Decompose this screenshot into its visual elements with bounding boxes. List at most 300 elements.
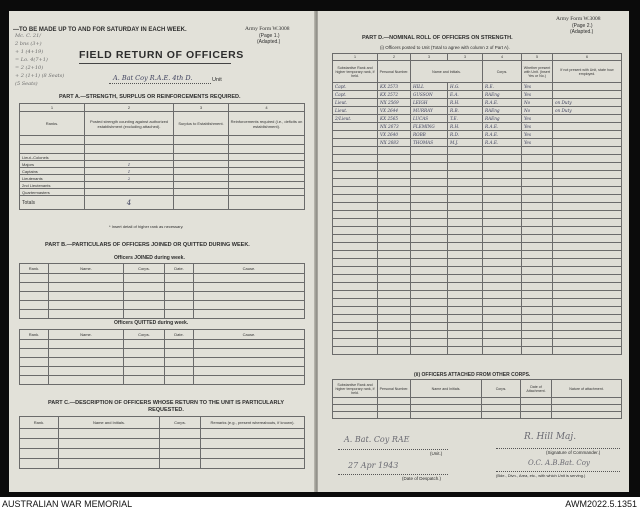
cell-corps: R.A.E. bbox=[483, 99, 522, 107]
cell-personal-number bbox=[378, 315, 411, 323]
cell-personal-number: NX 2683 bbox=[378, 139, 411, 147]
cell-personal-number bbox=[378, 323, 411, 331]
cell-employment bbox=[553, 203, 622, 211]
table-row bbox=[333, 163, 622, 171]
cell-surname bbox=[411, 259, 448, 267]
cell-rank bbox=[333, 195, 378, 203]
cell-corps: RAEng bbox=[483, 91, 522, 99]
pencil-note-3: + 1 (4+19) bbox=[15, 49, 44, 55]
cell-initials bbox=[448, 267, 483, 275]
cell-present: Yes bbox=[522, 139, 553, 147]
cell-employment bbox=[553, 187, 622, 195]
posted-value: 2 bbox=[85, 175, 174, 182]
cell-corps bbox=[483, 339, 522, 347]
part-a-heading: PART A.—STRENGTH, SURPLUS OR REINFORCEMENTS REQUIRED. bbox=[59, 94, 241, 100]
cell-surname bbox=[411, 195, 448, 203]
cell-rank bbox=[333, 187, 378, 195]
cell-present bbox=[522, 219, 553, 227]
page-title: FIELD RETURN OF OFFICERS bbox=[79, 49, 244, 61]
cell-present bbox=[522, 227, 553, 235]
cell-initials bbox=[448, 347, 483, 355]
col-num: 1 bbox=[333, 54, 378, 61]
col-num: 2 bbox=[85, 104, 174, 112]
sig-date-line bbox=[338, 474, 448, 475]
table-row bbox=[20, 154, 305, 161]
cell-corps: RAEng bbox=[483, 107, 522, 115]
cell-surname: THOMAS bbox=[411, 139, 448, 147]
pencil-note-5: = 2 (2+10) bbox=[15, 65, 44, 71]
table-row bbox=[333, 123, 622, 131]
cell-employment bbox=[553, 347, 622, 355]
col-header: Rank. bbox=[20, 330, 49, 340]
unit-line bbox=[109, 83, 211, 84]
header-employed: If not present with Unit, state how employed. bbox=[553, 61, 622, 83]
cell-personal-number bbox=[378, 339, 411, 347]
cell-rank bbox=[333, 235, 378, 243]
cell-initials bbox=[448, 147, 483, 155]
cell-personal-number: NX 2673 bbox=[378, 123, 411, 131]
cell-present: Yes bbox=[522, 131, 553, 139]
col-header: Date. bbox=[165, 264, 194, 274]
table-row bbox=[333, 211, 622, 219]
cell-present bbox=[522, 299, 553, 307]
part-c-heading: PART C.—DESCRIPTION OF OFFICERS WHOSE RETURN TO THE UNIT IS PARTICULARLY REQUESTED. bbox=[48, 400, 284, 413]
cell-surname bbox=[411, 203, 448, 211]
cell-rank bbox=[333, 219, 378, 227]
header-personal-number: Personal Number. bbox=[378, 61, 411, 83]
cell-present bbox=[522, 203, 553, 211]
cell-corps bbox=[483, 187, 522, 195]
table-row bbox=[333, 99, 622, 107]
cell-initials bbox=[448, 219, 483, 227]
cell-corps bbox=[483, 315, 522, 323]
header-corps: Corps. bbox=[483, 61, 522, 83]
cell-initials bbox=[448, 211, 483, 219]
cell-surname bbox=[411, 315, 448, 323]
formation-handwritten: O.C. A.B.Bat. Coy bbox=[528, 459, 590, 467]
unit-handwritten: A. Bat Coy R.A.E. 4th D. bbox=[113, 74, 193, 82]
top-note: —TO BE MADE UP TO AND FOR SATURDAY IN EACH WEEK. bbox=[13, 27, 187, 33]
cell-employment bbox=[553, 291, 622, 299]
cell-personal-number bbox=[378, 227, 411, 235]
cell-corps bbox=[483, 347, 522, 355]
cell-surname bbox=[411, 163, 448, 171]
cell-corps bbox=[483, 203, 522, 211]
cell-corps: R.E. bbox=[483, 83, 522, 91]
header-reinforcements: Reinforcements required (i.e., deficits on establishment). bbox=[229, 112, 305, 136]
cell-rank bbox=[333, 251, 378, 259]
cell-present: No bbox=[522, 107, 553, 115]
table-row bbox=[333, 323, 622, 331]
cell-surname bbox=[411, 291, 448, 299]
cell-surname bbox=[411, 235, 448, 243]
cell-personal-number bbox=[378, 283, 411, 291]
header-rank: Substantive Rank and higher temporary rank, if held. bbox=[333, 61, 378, 83]
footer-source: AUSTRALIAN WAR MEMORIAL bbox=[2, 499, 133, 509]
cell-initials bbox=[448, 179, 483, 187]
cell-employment bbox=[553, 323, 622, 331]
sig-date-handwritten: 27 Apr 1943 bbox=[348, 461, 399, 470]
col-header: Name. bbox=[49, 264, 124, 274]
cell-surname: MURRAY bbox=[411, 107, 448, 115]
cell-corps bbox=[483, 195, 522, 203]
cell-surname bbox=[411, 219, 448, 227]
cell-employment bbox=[553, 267, 622, 275]
cell-present bbox=[522, 187, 553, 195]
cell-rank bbox=[333, 211, 378, 219]
cell-initials: E.A. bbox=[448, 91, 483, 99]
cell-rank: Capt. bbox=[333, 83, 378, 91]
nominal-roll-table bbox=[332, 53, 622, 355]
table-row bbox=[333, 315, 622, 323]
cell-rank bbox=[333, 283, 378, 291]
cell-corps bbox=[483, 243, 522, 251]
cell-rank bbox=[333, 307, 378, 315]
cell-surname bbox=[411, 179, 448, 187]
cell-corps bbox=[483, 323, 522, 331]
col-header: Date. bbox=[165, 330, 194, 340]
cell-personal-number bbox=[378, 259, 411, 267]
sig-formation-label: (Bde., Divn., Area, etc., with which Unit is serving.) bbox=[496, 473, 586, 478]
table-row bbox=[333, 179, 622, 187]
form-id-line2: (Page 2.) bbox=[572, 23, 593, 29]
joined-table bbox=[19, 263, 305, 319]
col-num: 4 bbox=[483, 54, 522, 61]
part-a-table bbox=[19, 103, 305, 210]
cell-present bbox=[522, 251, 553, 259]
cell-present bbox=[522, 195, 553, 203]
cell-present bbox=[522, 347, 553, 355]
cell-initials bbox=[448, 235, 483, 243]
cell-initials: R.H. bbox=[448, 123, 483, 131]
cell-surname bbox=[411, 211, 448, 219]
cell-employment bbox=[553, 123, 622, 131]
cell-personal-number bbox=[378, 171, 411, 179]
col-header: Cause. bbox=[194, 330, 305, 340]
totals-value: 4 bbox=[85, 196, 174, 210]
cell-initials bbox=[448, 251, 483, 259]
rank-label: 2nd Lieutenants bbox=[20, 182, 85, 189]
col-header: Corps. bbox=[124, 264, 165, 274]
cell-corps bbox=[483, 275, 522, 283]
cell-corps bbox=[483, 227, 522, 235]
table-row bbox=[333, 235, 622, 243]
cell-employment bbox=[553, 251, 622, 259]
cell-present bbox=[522, 163, 553, 171]
cell-employment bbox=[553, 211, 622, 219]
cell-employment bbox=[553, 331, 622, 339]
sig-unit-label: (Unit.) bbox=[430, 451, 443, 456]
form-id-line3: (Adapted.) bbox=[570, 29, 594, 35]
table-row bbox=[333, 347, 622, 355]
cell-rank bbox=[333, 315, 378, 323]
col-header: Name and Initials. bbox=[59, 417, 160, 429]
cell-personal-number: NX 2569 bbox=[378, 99, 411, 107]
table-row bbox=[333, 171, 622, 179]
pencil-note-6: + 2 (1+1) (8 Seats) bbox=[15, 73, 65, 79]
col-num: 3 bbox=[174, 104, 229, 112]
quitted-title: Officers QUITTED during week. bbox=[114, 320, 189, 326]
totals-row bbox=[20, 196, 305, 210]
cell-personal-number: VX 2640 bbox=[378, 131, 411, 139]
cell-personal-number bbox=[378, 195, 411, 203]
cell-surname bbox=[411, 307, 448, 315]
cell-present: Yes bbox=[522, 83, 553, 91]
rank-label: Lieutenants bbox=[20, 175, 85, 182]
cell-personal-number bbox=[378, 219, 411, 227]
cell-rank bbox=[333, 259, 378, 267]
rank-label: Lieut.-Colonels bbox=[20, 154, 85, 161]
form-id-line2: (Page 1.) bbox=[259, 33, 280, 39]
cell-employment bbox=[553, 171, 622, 179]
cell-employment bbox=[553, 243, 622, 251]
header-rank: Substantive Rank and higher temporary rank, if held. bbox=[333, 380, 378, 398]
cell-employment bbox=[553, 275, 622, 283]
form-id-line1: Army Form W.3008 bbox=[245, 26, 290, 32]
table-row bbox=[333, 195, 622, 203]
cell-corps: R.A.E. bbox=[483, 131, 522, 139]
table-row bbox=[333, 91, 622, 99]
header-ranks: Ranks. bbox=[20, 112, 85, 136]
cell-rank bbox=[333, 291, 378, 299]
cell-present bbox=[522, 315, 553, 323]
cell-surname bbox=[411, 227, 448, 235]
cell-present bbox=[522, 275, 553, 283]
cell-personal-number bbox=[378, 307, 411, 315]
cell-present bbox=[522, 323, 553, 331]
table-row bbox=[333, 267, 622, 275]
cell-surname bbox=[411, 267, 448, 275]
cell-rank bbox=[333, 331, 378, 339]
rank-label: Quartermasters bbox=[20, 189, 85, 196]
table-row bbox=[20, 168, 305, 175]
cell-present bbox=[522, 283, 553, 291]
cell-rank bbox=[333, 323, 378, 331]
cell-present bbox=[522, 259, 553, 267]
table-row bbox=[333, 275, 622, 283]
cell-employment bbox=[553, 147, 622, 155]
cell-personal-number bbox=[378, 299, 411, 307]
cell-personal-number bbox=[378, 267, 411, 275]
cell-initials bbox=[448, 155, 483, 163]
col-header: Rank. bbox=[20, 417, 59, 429]
quitted-table bbox=[19, 329, 305, 385]
cell-employment bbox=[553, 179, 622, 187]
cell-surname: ROBB bbox=[411, 131, 448, 139]
form-id-line1: Army Form W.3008 bbox=[556, 16, 601, 22]
col-num: 3 bbox=[411, 54, 448, 61]
cell-present bbox=[522, 179, 553, 187]
cell-employment bbox=[553, 195, 622, 203]
cell-employment bbox=[553, 339, 622, 347]
cell-rank: Lieut. bbox=[333, 107, 378, 115]
header-present: Whether present with Unit. (Insert Yes or No.) bbox=[522, 61, 553, 83]
cell-surname: LEIGH bbox=[411, 99, 448, 107]
table-row bbox=[20, 175, 305, 182]
pencil-note-7: (5 Seats) bbox=[15, 81, 38, 87]
table-row bbox=[333, 259, 622, 267]
cell-rank bbox=[333, 203, 378, 211]
title-underline bbox=[79, 63, 231, 64]
joined-title: Officers JOINED during week. bbox=[114, 255, 185, 261]
table-row bbox=[333, 243, 622, 251]
cell-employment bbox=[553, 299, 622, 307]
cell-corps bbox=[483, 267, 522, 275]
cell-rank bbox=[333, 347, 378, 355]
cell-initials: M.J. bbox=[448, 139, 483, 147]
cell-rank bbox=[333, 339, 378, 347]
cell-present bbox=[522, 147, 553, 155]
posted-value bbox=[85, 189, 174, 196]
col-num: 6 bbox=[553, 54, 622, 61]
cell-employment bbox=[553, 283, 622, 291]
table-row bbox=[333, 307, 622, 315]
cell-corps bbox=[483, 219, 522, 227]
footer-accession: AWM2022.5.1351 bbox=[565, 499, 637, 509]
cell-corps bbox=[483, 331, 522, 339]
table-row bbox=[333, 219, 622, 227]
cell-initials bbox=[448, 171, 483, 179]
cell-surname bbox=[411, 155, 448, 163]
cell-initials bbox=[448, 227, 483, 235]
cell-initials bbox=[448, 259, 483, 267]
cell-employment bbox=[553, 155, 622, 163]
cell-employment bbox=[553, 307, 622, 315]
col-num: 4 bbox=[229, 104, 305, 112]
cell-surname bbox=[411, 243, 448, 251]
cell-employment bbox=[553, 139, 622, 147]
table-row bbox=[333, 299, 622, 307]
cell-rank bbox=[333, 179, 378, 187]
cell-personal-number bbox=[378, 155, 411, 163]
cell-personal-number bbox=[378, 203, 411, 211]
cell-initials bbox=[448, 187, 483, 195]
cell-employment bbox=[553, 131, 622, 139]
cell-initials: H.G. bbox=[448, 83, 483, 91]
part-d-heading: PART D.—NOMINAL ROLL OF OFFICERS ON STRENGTH. bbox=[362, 35, 513, 41]
cell-rank: Capt. bbox=[333, 91, 378, 99]
cell-employment bbox=[553, 115, 622, 123]
sig-commander-line bbox=[496, 448, 620, 449]
cell-rank bbox=[333, 243, 378, 251]
cell-surname: LUCAS bbox=[411, 115, 448, 123]
cell-present: No bbox=[522, 99, 553, 107]
cell-rank bbox=[333, 163, 378, 171]
commander-signature: R. Hill Maj. bbox=[524, 432, 577, 442]
table-row bbox=[333, 131, 622, 139]
col-header: Corps. bbox=[160, 417, 201, 429]
cell-present bbox=[522, 243, 553, 251]
cell-present bbox=[522, 267, 553, 275]
col-header: Corps. bbox=[124, 330, 165, 340]
header-corps: Corps. bbox=[482, 380, 521, 398]
cell-surname bbox=[411, 299, 448, 307]
cell-surname bbox=[411, 275, 448, 283]
cell-initials: R.H. bbox=[448, 99, 483, 107]
table-row bbox=[333, 251, 622, 259]
cell-corps: R.A.E. bbox=[483, 123, 522, 131]
pencil-note-2: 2 bns (3+) bbox=[15, 41, 42, 47]
cell-corps: R.A.E. bbox=[483, 139, 522, 147]
table-row bbox=[333, 187, 622, 195]
cell-corps bbox=[483, 283, 522, 291]
cell-personal-number: KX 2573 bbox=[378, 83, 411, 91]
table-row bbox=[20, 189, 305, 196]
cell-rank bbox=[333, 275, 378, 283]
table-row bbox=[333, 107, 622, 115]
form-id-line3: (Adapted.) bbox=[257, 39, 281, 45]
rank-label: Captains bbox=[20, 168, 85, 175]
header-date: Date of Attachment. bbox=[521, 380, 552, 398]
cell-corps bbox=[483, 179, 522, 187]
table-row bbox=[333, 227, 622, 235]
cell-personal-number bbox=[378, 235, 411, 243]
posted-value: 1 bbox=[85, 161, 174, 168]
cell-present: Yes bbox=[522, 91, 553, 99]
cell-present bbox=[522, 331, 553, 339]
cell-present bbox=[522, 291, 553, 299]
cell-initials bbox=[448, 307, 483, 315]
cell-personal-number bbox=[378, 163, 411, 171]
cell-rank bbox=[333, 267, 378, 275]
cell-personal-number bbox=[378, 347, 411, 355]
table-row bbox=[333, 291, 622, 299]
posted-value bbox=[85, 154, 174, 161]
cell-rank bbox=[333, 227, 378, 235]
col-header: Name. bbox=[49, 330, 124, 340]
cell-rank bbox=[333, 171, 378, 179]
table-row bbox=[20, 182, 305, 189]
cell-rank: Lieut. bbox=[333, 99, 378, 107]
col-num: 3 bbox=[448, 54, 483, 61]
cell-corps bbox=[483, 147, 522, 155]
cell-surname bbox=[411, 251, 448, 259]
sig-unit-handwritten: A. Bat. Coy RAE bbox=[344, 435, 410, 444]
cell-surname bbox=[411, 147, 448, 155]
cell-employment bbox=[553, 91, 622, 99]
cell-initials bbox=[448, 331, 483, 339]
sig-unit-line bbox=[338, 449, 448, 450]
cell-employment bbox=[553, 315, 622, 323]
cell-surname bbox=[411, 331, 448, 339]
cell-personal-number bbox=[378, 179, 411, 187]
cell-initials: R.B. bbox=[448, 107, 483, 115]
table-row bbox=[333, 339, 622, 347]
pencil-note-1: Mc. C. 21/ bbox=[15, 33, 41, 39]
cell-personal-number bbox=[378, 275, 411, 283]
cell-surname bbox=[411, 283, 448, 291]
col-num: 5 bbox=[522, 54, 553, 61]
cell-initials bbox=[448, 339, 483, 347]
cell-initials bbox=[448, 283, 483, 291]
cell-present bbox=[522, 307, 553, 315]
cell-initials bbox=[448, 323, 483, 331]
cell-surname: FLEMING bbox=[411, 123, 448, 131]
cell-personal-number bbox=[378, 187, 411, 195]
part-b-heading: PART B.—PARTICULARS OF OFFICERS JOINED OR QUITTED DURING WEEK. bbox=[45, 242, 250, 248]
table-row bbox=[333, 203, 622, 211]
table-row bbox=[333, 83, 622, 91]
cell-corps bbox=[483, 251, 522, 259]
cell-employment bbox=[553, 219, 622, 227]
cell-initials bbox=[448, 243, 483, 251]
sig-formation-line bbox=[496, 471, 620, 472]
cell-personal-number bbox=[378, 291, 411, 299]
form-page-1 bbox=[9, 11, 315, 492]
totals-label: Totals bbox=[20, 196, 85, 210]
footer-bar bbox=[0, 497, 640, 511]
cell-personal-number: KX 2565 bbox=[378, 115, 411, 123]
